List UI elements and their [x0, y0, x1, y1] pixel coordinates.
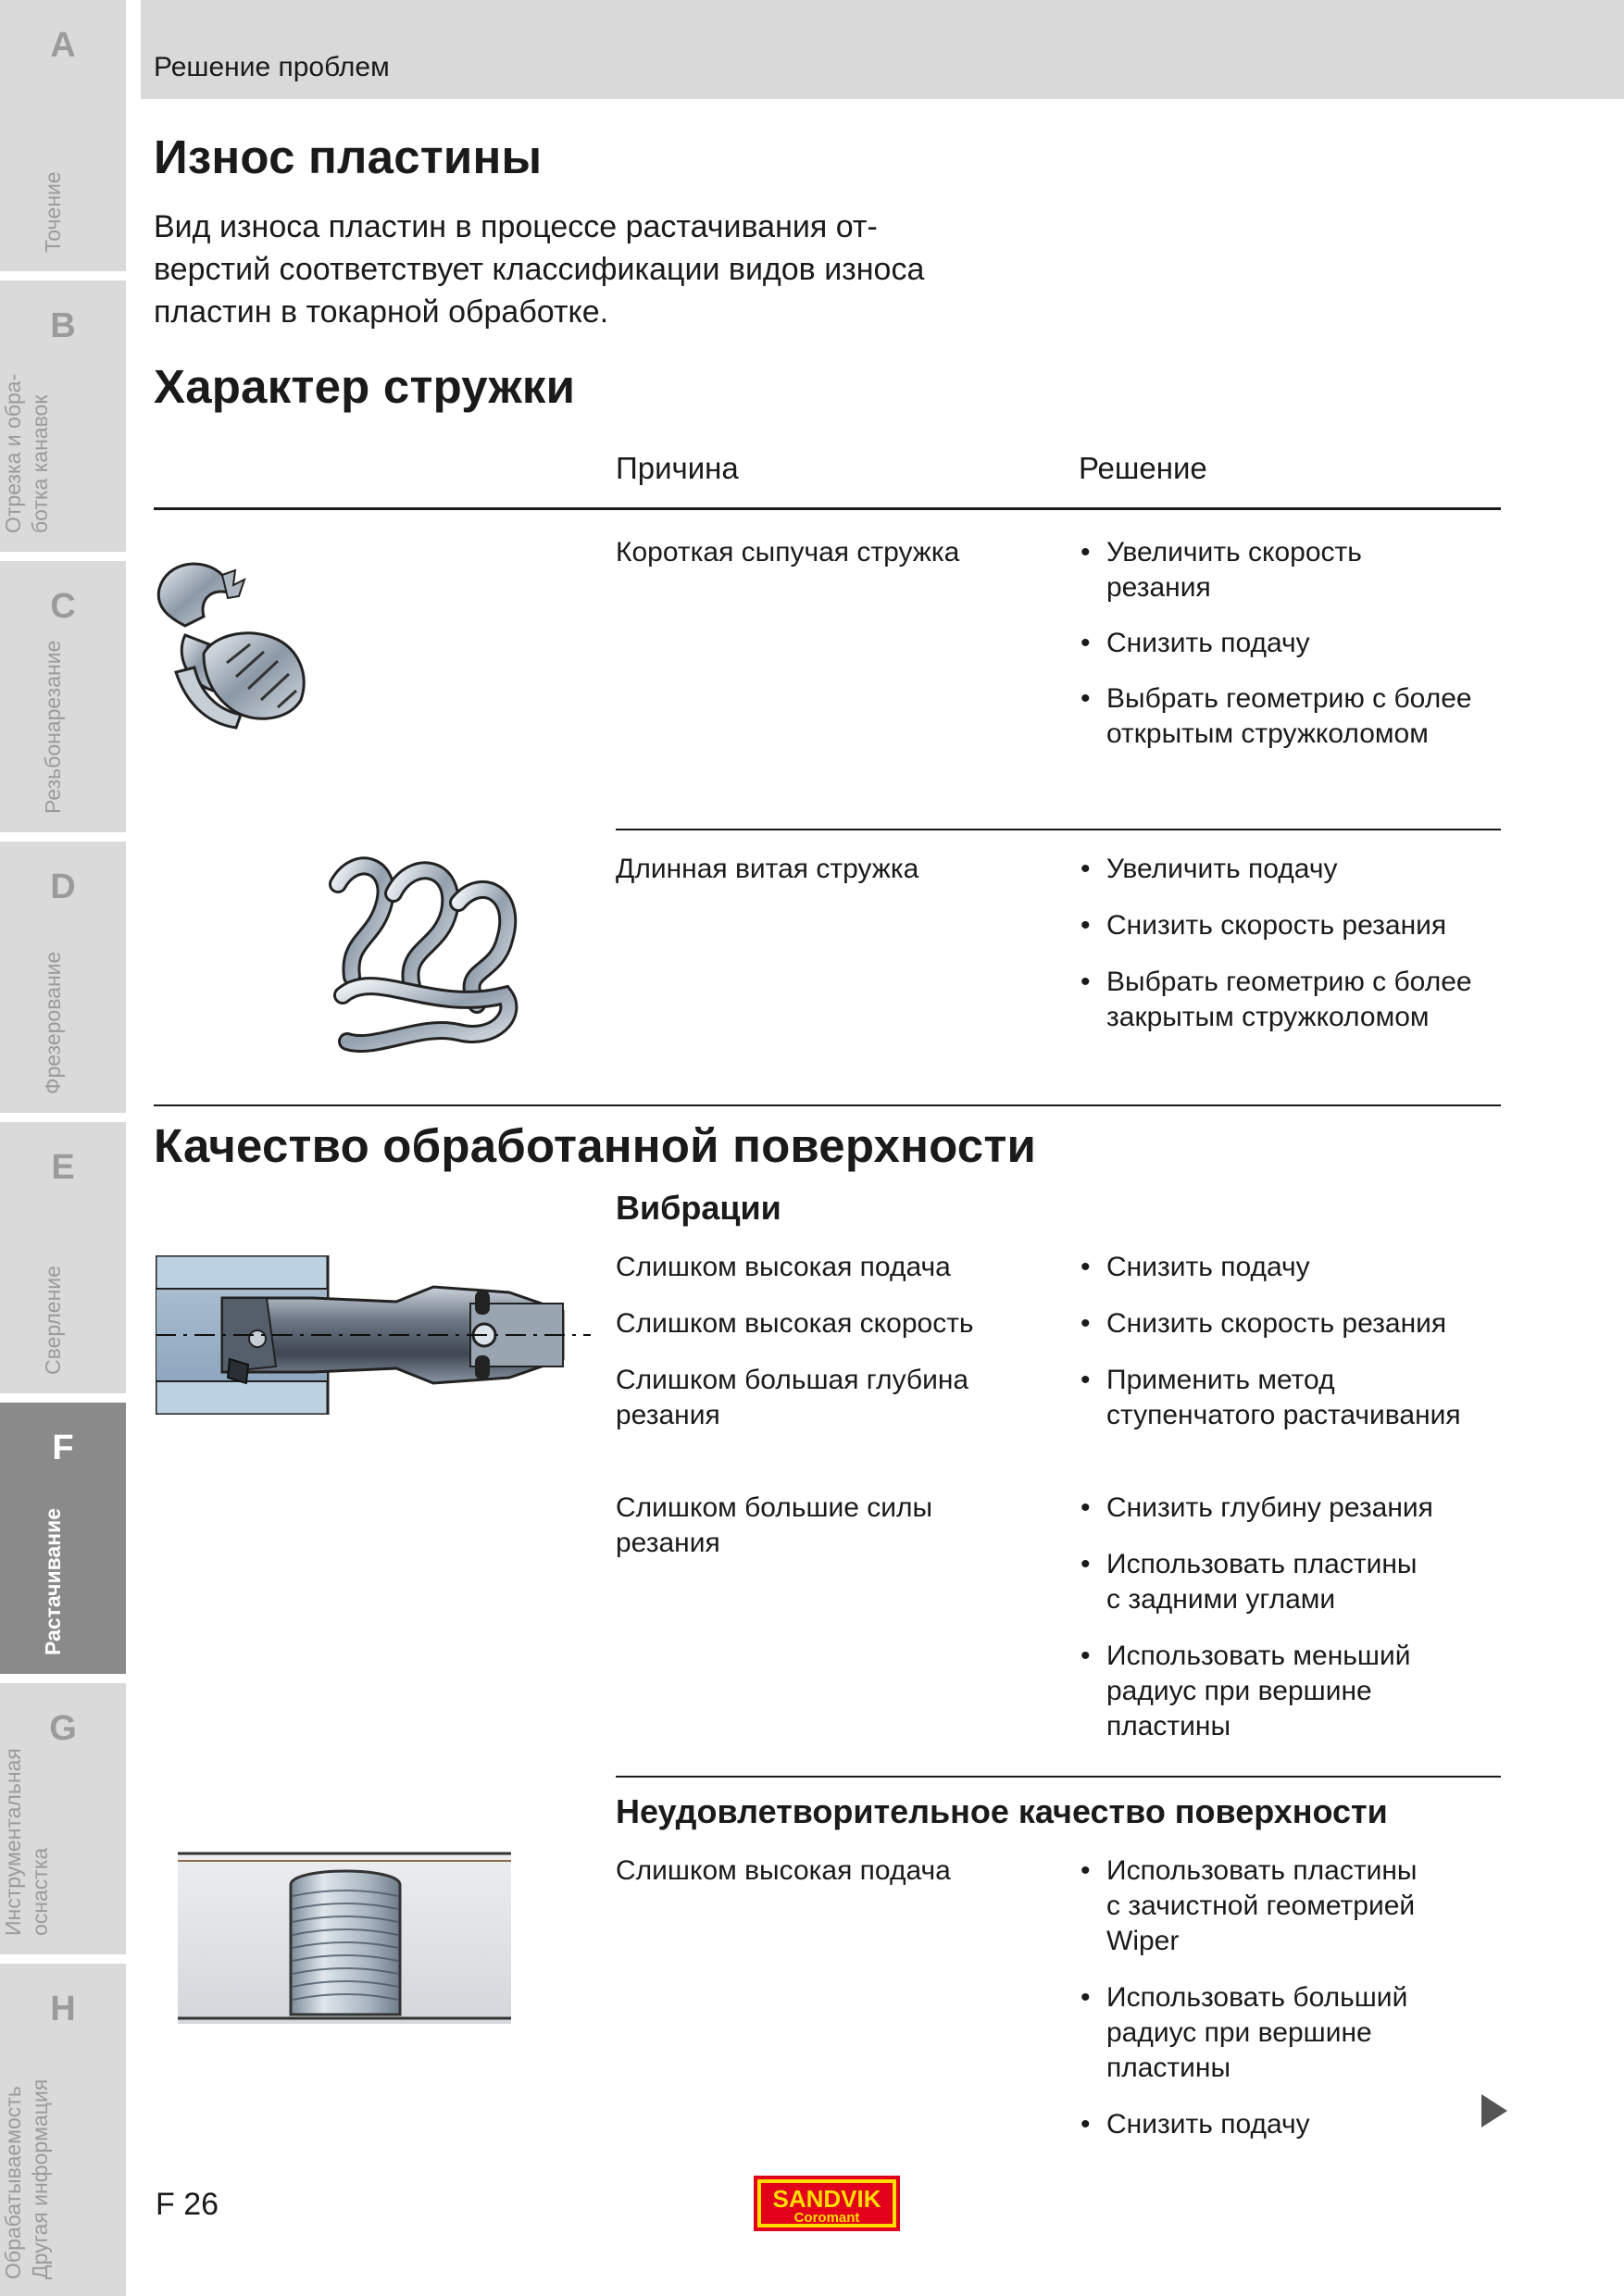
solution-item: • Использовать больший радиус при вершине пластины [1081, 1980, 1417, 2086]
surface-heading: Качество обработанной поверхности [154, 1119, 1037, 1172]
vibration-cause-1: Слишком высокая подача [616, 1252, 951, 1282]
tab-letter: D [50, 867, 76, 906]
short-chip-illustration [148, 552, 324, 737]
solution-item: • Снизить подачу [1081, 1250, 1310, 1285]
vibration-solutions-4 [1081, 1491, 1433, 1744]
solution-item: • Снизить подачу [1081, 2107, 1417, 2142]
sandvik-coromant-logo [754, 2176, 900, 2231]
tab-letter: A [50, 26, 76, 65]
tab-label: Фрезерование [41, 951, 65, 1094]
tab-letter: F [52, 1429, 74, 1467]
boring-bar-illustration [156, 1255, 591, 1415]
chip-heading: Характер стружки [154, 360, 576, 413]
chip-cause-2: Длинная витая стружка [616, 854, 919, 884]
header-band [141, 0, 1624, 99]
tab-letter: E [51, 1148, 75, 1187]
wear-heading: Износ пластины [154, 131, 543, 183]
vibration-solutions-3 [1081, 1363, 1461, 1433]
column-header-cause: Причина [616, 451, 739, 485]
tab-letter: B [50, 306, 76, 345]
tab-label: Отрезка и обра- ботка канавок [1, 373, 52, 533]
vibration-solutions-2 [1081, 1306, 1446, 1341]
poor-cause-1: Слишком высокая подача [616, 1855, 951, 1886]
row-divider [616, 1776, 1501, 1778]
section-sidebar [0, 0, 126, 2296]
chip-solutions-2 [1081, 852, 1472, 1035]
page-number: F 26 [156, 2187, 219, 2222]
tab-label: Резьбонарезание [41, 640, 65, 814]
tab-e[interactable] [0, 1122, 126, 1393]
tab-c[interactable] [0, 561, 126, 832]
solution-item: • Использовать пластины с задними углами [1081, 1547, 1433, 1617]
tab-letter: H [50, 1990, 76, 2028]
tab-letter: C [50, 587, 76, 626]
section-title: Решение проблем [154, 52, 390, 82]
table-header-rule [154, 507, 1501, 510]
tab-label: Обрабатываемость Другая информация [1, 2078, 52, 2279]
solution-item: • Увеличить подачу [1081, 852, 1472, 887]
chip-solutions-1 [1081, 535, 1472, 752]
poor-solutions-1 [1081, 1853, 1417, 2142]
column-header-solution: Решение [1079, 451, 1207, 485]
row-divider [616, 829, 1501, 830]
solution-item: • Использовать меньший радиус при вершине пластины [1081, 1639, 1433, 1744]
tab-d[interactable] [0, 842, 126, 1113]
next-page-arrow-icon[interactable] [1480, 2092, 1509, 2129]
tab-label: Инструментальная оснастка [1, 1748, 52, 1936]
chip-cause-1: Короткая сыпучая стружка [616, 537, 960, 568]
tab-h[interactable] [0, 1964, 126, 2296]
tab-letter: G [49, 1709, 77, 1748]
solution-item: • Выбрать геометрию с более закрытым стружколомом [1081, 965, 1472, 1035]
bore-surface-illustration [178, 1848, 511, 2024]
solution-item: • Выбрать геометрию с более открытым стружколомом [1081, 681, 1472, 752]
tab-label: Сверление [41, 1266, 65, 1375]
tab-f[interactable] [0, 1403, 126, 1674]
vibration-cause-2: Слишком высокая скорость [616, 1308, 974, 1339]
solution-item: • Использовать пластины с зачистной геометрией Wiper [1081, 1853, 1417, 1959]
vibration-heading: Вибрации [616, 1189, 781, 1227]
solution-item: • Снизить глубину резания [1081, 1491, 1433, 1526]
tab-a[interactable] [0, 0, 126, 271]
solution-item: • Снизить скорость резания [1081, 908, 1472, 943]
solution-item: • Снизить подачу [1081, 626, 1472, 661]
wear-text: Вид износа пластин в процессе растачивания от- верстий соответствует классификации видов износа пластин в токарной обработке. [154, 209, 925, 330]
svg-text:Coromant: Coromant [793, 2210, 860, 2226]
vibration-cause-4: Слишком большие силы резания [616, 1492, 933, 1558]
solution-item: • Увеличить скорость резания [1081, 535, 1472, 605]
poor-surface-heading: Неудовлетворительное качество поверхности [616, 1792, 1388, 1830]
tab-label: Точение [41, 171, 65, 253]
vibration-solutions-1 [1081, 1250, 1310, 1285]
tab-label: Растачивание [41, 1507, 65, 1655]
solution-item: • Снизить скорость резания [1081, 1306, 1446, 1341]
svg-text:SANDVIK: SANDVIK [772, 2185, 881, 2213]
tab-g[interactable] [0, 1683, 126, 1954]
vibration-cause-3: Слишком большая глубина резания [616, 1365, 969, 1430]
tab-b[interactable] [0, 281, 126, 552]
section-divider [154, 1104, 1501, 1106]
long-chip-illustration [319, 856, 532, 1060]
solution-item: • Применить метод ступенчатого растачивания [1081, 1363, 1461, 1433]
